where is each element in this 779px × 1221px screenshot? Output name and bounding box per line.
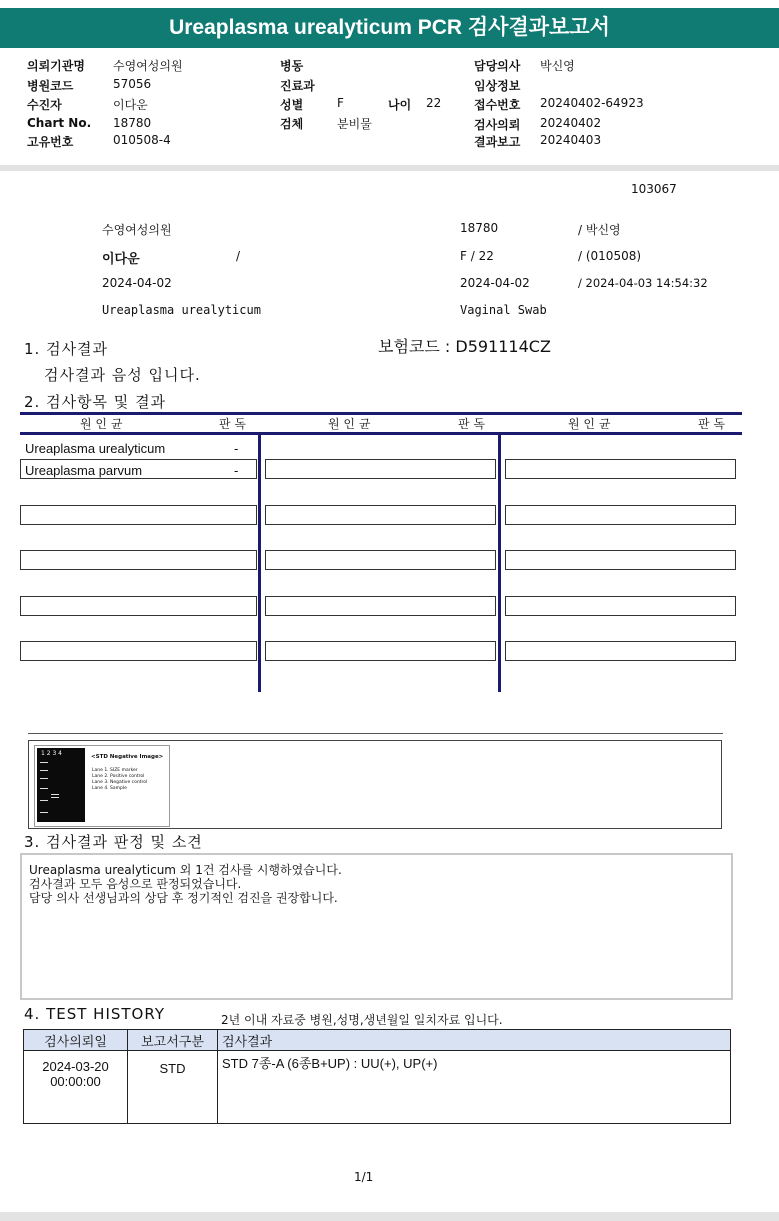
summary-patient: 이다운 <box>102 252 140 267</box>
report-title: Ureaplasma urealyticum PCR 검사결과보고서 <box>0 8 779 48</box>
results-table-top-rule <box>20 412 742 415</box>
gel-lanes-image <box>37 748 85 822</box>
receipt-label: 접수번호 <box>474 98 521 112</box>
code-value: 57056 <box>113 77 152 91</box>
patient-value: 이다운 <box>113 98 148 112</box>
page-separator <box>0 165 779 171</box>
patient-label: 수진자 <box>27 98 62 112</box>
chart-value: 18780 <box>113 116 152 130</box>
insurance-code: 보험코드 : D591114CZ <box>378 337 551 356</box>
results-column-divider-1 <box>258 434 261 692</box>
result-cell-empty <box>20 550 257 570</box>
col-pathogen-3: 원 인 균 <box>568 417 611 431</box>
result-cell-empty <box>505 596 736 616</box>
clinical-label: 임상정보 <box>474 79 521 93</box>
result-cell-empty <box>505 550 736 570</box>
sex-label: 성별 <box>280 98 304 112</box>
col-pathogen-2: 원 인 균 <box>328 417 371 431</box>
history-header-row <box>24 1030 731 1051</box>
summary-uid: / (010508) <box>578 249 642 263</box>
result-row-2-name: Ureaplasma parvum <box>25 463 143 478</box>
history-col-date: 검사의뢰일 <box>24 1030 128 1051</box>
result-cell-empty <box>20 505 257 525</box>
summary-chart: 18780 <box>460 221 499 235</box>
section1-heading: 1. 검사결과 <box>24 340 109 358</box>
summary-test: Ureaplasma urealyticum <box>102 303 261 317</box>
result-cell-empty <box>265 550 496 570</box>
result-cell-empty <box>505 505 736 525</box>
age-label: 나이 <box>388 98 412 112</box>
summary-sex-age: F / 22 <box>460 249 494 263</box>
request-label: 검사의뢰 <box>474 118 521 132</box>
document-number: 103067 <box>631 182 677 196</box>
history-date: 2024-03-20 <box>42 1059 109 1074</box>
result-cell-empty <box>265 596 496 616</box>
result-cell-empty <box>265 459 496 479</box>
hospital-value: 수영여성의원 <box>113 59 183 73</box>
history-table <box>23 1029 731 1124</box>
gel-image <box>34 745 170 827</box>
history-note: 2년 이내 자료중 병원,성명,생년월일 일치자료 입니다. <box>221 1013 503 1027</box>
gel-lane-3: Lane 3. Negative control <box>92 780 148 785</box>
summary-date-3: / 2024-04-03 14:54:32 <box>578 276 708 290</box>
history-result: STD 7종-A (6종B+UP) : UU(+), UP(+) <box>218 1051 731 1124</box>
results-column-divider-2 <box>498 434 501 692</box>
summary-date-1: 2024-04-02 <box>102 276 172 290</box>
section4-heading: 4. TEST HISTORY <box>24 1005 165 1023</box>
opinion-line-1: Ureaplasma urealyticum 외 1건 검사를 시행하였습니다. <box>29 863 342 877</box>
section2-heading: 2. 검사항목 및 결과 <box>24 393 167 411</box>
results-table-header-rule <box>20 432 742 435</box>
code-label: 병원코드 <box>27 79 74 93</box>
report-label: 결과보고 <box>474 135 521 149</box>
table-row <box>24 1051 731 1124</box>
history-type: STD <box>128 1051 218 1124</box>
history-time: 00:00:00 <box>50 1074 101 1089</box>
hospital-label: 의뢰기관명 <box>27 59 85 73</box>
opinion-line-2: 검사결과 모두 음성으로 판정되었습니다. <box>29 877 242 891</box>
receipt-value: 20240402-64923 <box>540 96 644 110</box>
result-row-1-name: Ureaplasma urealyticum <box>25 441 166 456</box>
col-pathogen-1: 원 인 균 <box>80 417 123 431</box>
gel-title: <STD Negative Image> <box>91 754 164 760</box>
summary-hospital: 수영여성의원 <box>102 223 172 237</box>
result-cell-empty <box>505 459 736 479</box>
col-result-2: 판 독 <box>458 417 485 431</box>
section1-result: 검사결과 음성 입니다. <box>44 366 201 384</box>
gel-divider <box>28 733 723 734</box>
result-cell-empty <box>20 641 257 661</box>
gel-lane-numbers: 1 2 3 4 <box>41 750 62 757</box>
chart-label: Chart No. <box>27 116 92 130</box>
uid-label: 고유번호 <box>27 135 74 149</box>
uid-value: 010508-4 <box>113 133 171 147</box>
result-row-1-value: - <box>234 441 239 456</box>
history-date-cell <box>24 1051 128 1124</box>
summary-slash: / <box>236 249 241 263</box>
gel-lane-4: Lane 4. Sample <box>92 786 127 791</box>
history-col-result: 검사결과 <box>218 1030 731 1051</box>
col-result-3: 판 독 <box>698 417 725 431</box>
sex-value: F <box>337 96 344 110</box>
gel-lane-1: Lane 1. SIZE marker <box>92 768 138 773</box>
doctor-value: 박신영 <box>540 59 575 73</box>
opinion-line-3: 담당 의사 선생님과의 상담 후 정기적인 검진을 권장합니다. <box>29 891 338 905</box>
summary-date-2: 2024-04-02 <box>460 276 530 290</box>
page-number: 1/1 <box>354 1170 374 1184</box>
section3-heading: 3. 검사결과 판정 및 소견 <box>24 833 203 851</box>
result-cell-empty <box>20 596 257 616</box>
result-row-2-value: - <box>234 463 239 478</box>
page-bottom-separator <box>0 1212 779 1221</box>
request-value: 20240402 <box>540 116 602 130</box>
history-col-type: 보고서구분 <box>128 1030 218 1051</box>
specimen-label: 검체 <box>280 117 304 131</box>
report-value: 20240403 <box>540 133 602 147</box>
specimen-value: 분비물 <box>337 117 372 131</box>
summary-specimen: Vaginal Swab <box>460 303 547 317</box>
ward-label: 병동 <box>280 59 304 73</box>
result-cell-empty <box>505 641 736 661</box>
summary-doctor: / 박신영 <box>578 223 621 237</box>
result-cell-empty <box>265 641 496 661</box>
age-value: 22 <box>426 96 442 110</box>
col-result-1: 판 독 <box>219 417 246 431</box>
dept-label: 진료과 <box>280 79 315 93</box>
doctor-label: 담당의사 <box>474 59 521 73</box>
result-cell-empty <box>265 505 496 525</box>
gel-lane-2: Lane 2. Positive control <box>92 774 145 779</box>
